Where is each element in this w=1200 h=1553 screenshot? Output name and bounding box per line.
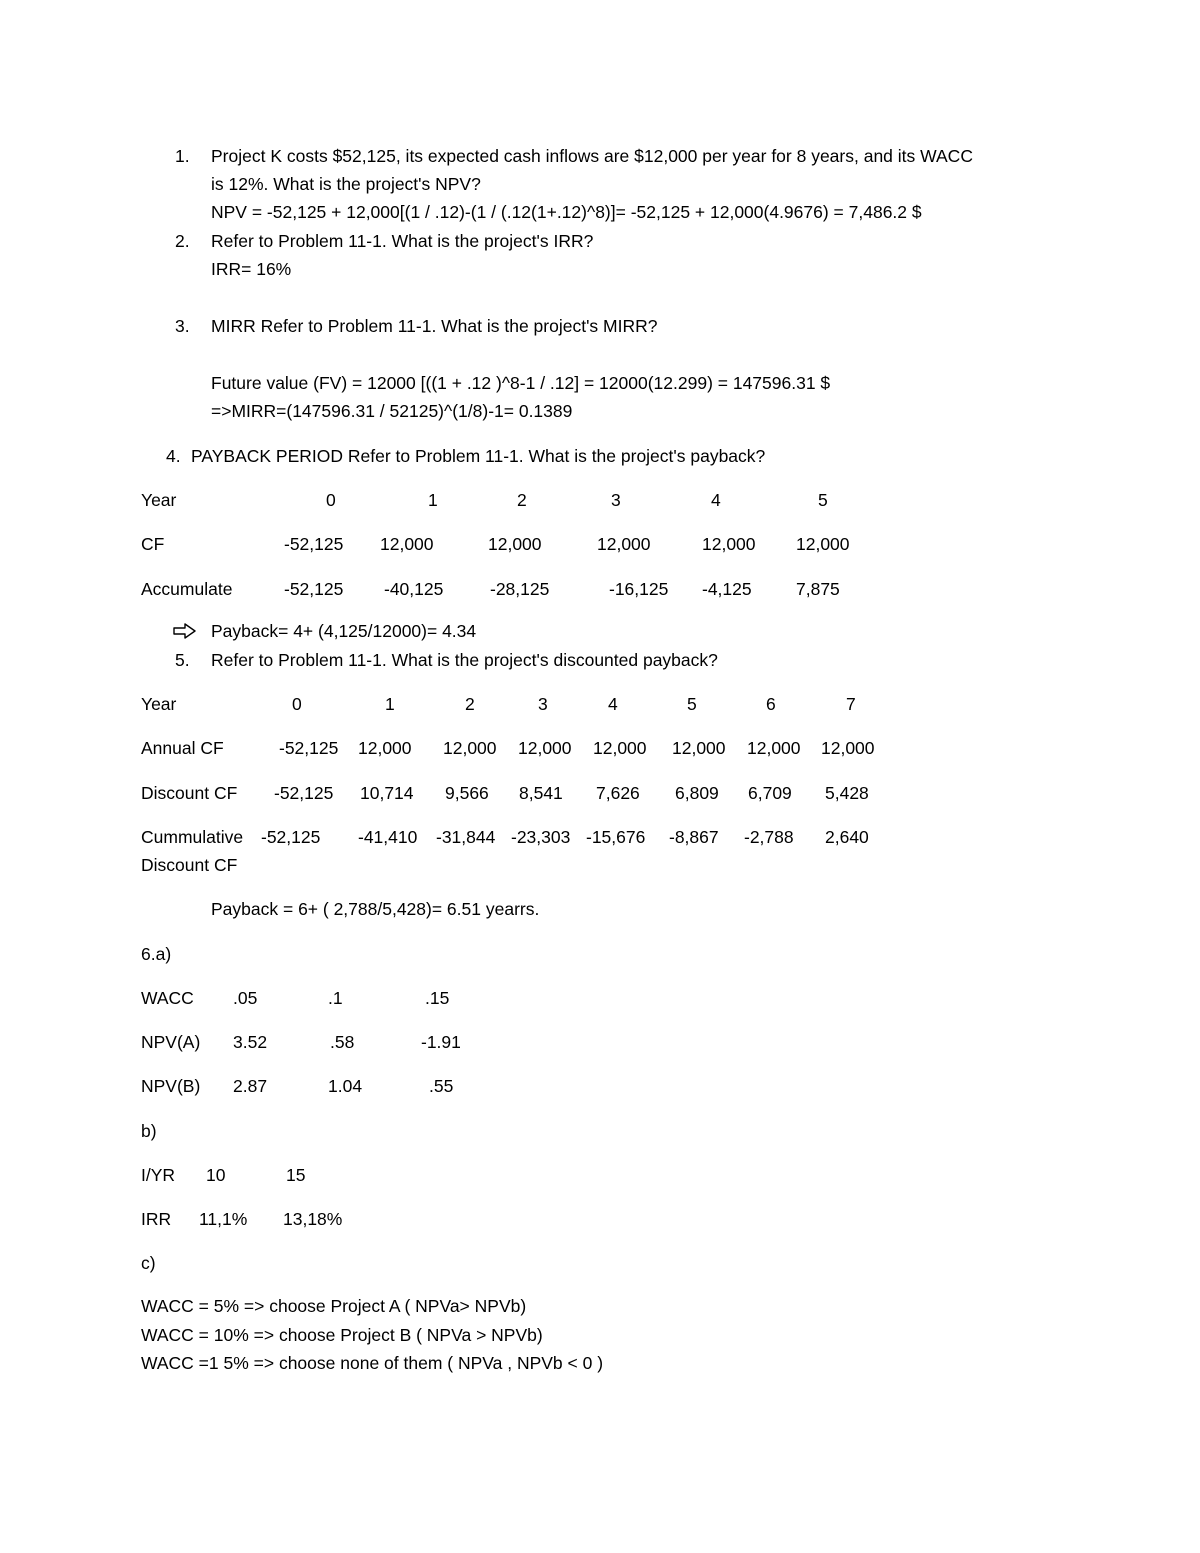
q5-annual-cf-cell: -52,125 xyxy=(279,738,339,758)
q6-iyr-cell: 15 xyxy=(286,1165,306,1185)
q6c-line: WACC =1 5% => choose none of them ( NPVa , NPVb < 0 ) xyxy=(141,1353,604,1373)
q5-annual-cf-cell: 12,000 xyxy=(593,738,647,758)
q6-iyr-cell: 10 xyxy=(206,1165,226,1185)
q5-cumulative-cell: -41,410 xyxy=(358,827,418,847)
q6-npvb-cell: 2.87 xyxy=(233,1076,268,1096)
q4-accumulate-cell: -4,125 xyxy=(702,579,752,599)
q3-number: 3. xyxy=(175,316,190,336)
q4-year-cell: 2 xyxy=(517,490,527,510)
q4-accumulate-cell: -40,125 xyxy=(384,579,444,599)
q6c-line: WACC = 5% => choose Project A ( NPVa> NPVb) xyxy=(141,1296,527,1316)
q5-discount-cf-cell: 7,626 xyxy=(596,783,640,803)
q5-year-cell: 4 xyxy=(608,694,618,714)
q5-discount-cf-label: Discount CF xyxy=(141,783,238,803)
q1-text-line2: is 12%. What is the project's NPV? xyxy=(211,174,481,194)
q4-year-cell: 4 xyxy=(711,490,721,510)
q2-answer: IRR= 16% xyxy=(211,259,292,279)
q4-cf-cell: 12,000 xyxy=(796,534,850,554)
q2-question: Refer to Problem 11-1. What is the project's IRR? xyxy=(211,231,594,251)
q5-year-cell: 1 xyxy=(385,694,395,714)
q4-cf-cell: 12,000 xyxy=(380,534,434,554)
q4-cf-cell: 12,000 xyxy=(597,534,651,554)
q5-year-cell: 2 xyxy=(465,694,475,714)
q4-year-cell: 5 xyxy=(818,490,828,510)
right-arrow-icon xyxy=(172,622,198,640)
q4-accumulate-cell: -28,125 xyxy=(490,579,550,599)
q5-cumulative-cell: -2,788 xyxy=(744,827,794,847)
q6-npvb-label: NPV(B) xyxy=(141,1076,201,1096)
q6-npvb-cell: .55 xyxy=(429,1076,454,1096)
q5-discount-cf-cell: -52,125 xyxy=(274,783,334,803)
q6a-label: 6.a) xyxy=(141,944,172,964)
q5-year-label: Year xyxy=(141,694,177,714)
q4-cf-cell: 12,000 xyxy=(488,534,542,554)
q4-cf-cell: -52,125 xyxy=(284,534,344,554)
q6-npva-cell: 3.52 xyxy=(233,1032,268,1052)
q5-year-cell: 3 xyxy=(538,694,548,714)
q3-question: MIRR Refer to Problem 11-1. What is the project's MIRR? xyxy=(211,316,658,336)
q4-year-label: Year xyxy=(141,490,177,510)
q6c-line: WACC = 10% => choose Project B ( NPVa > NPVb) xyxy=(141,1325,543,1345)
q5-cumulative-cell: 2,640 xyxy=(825,827,869,847)
q5-year-cell: 7 xyxy=(846,694,856,714)
q3-mirr-formula: =>MIRR=(147596.31 / 52125)^(1/8)-1= 0.1389 xyxy=(211,401,573,421)
q5-year-cell: 5 xyxy=(687,694,697,714)
q5-cumulative-label-line2: Discount CF xyxy=(141,855,238,875)
q3-fv-formula: Future value (FV) = 12000 [((1 + .12 )^8-1 / .12] = 12000(12.299) = 147596.31 $ xyxy=(211,373,831,393)
q6-npva-label: NPV(A) xyxy=(141,1032,201,1052)
q6c-label: c) xyxy=(141,1253,156,1273)
q6-wacc-cell: .05 xyxy=(233,988,258,1008)
q6-npva-cell: .58 xyxy=(330,1032,355,1052)
q4-number: 4. xyxy=(166,446,181,466)
q5-discount-cf-cell: 8,541 xyxy=(519,783,563,803)
q5-payback: Payback = 6+ ( 2,788/5,428)= 6.51 yearrs. xyxy=(211,899,540,919)
q4-payback: Payback= 4+ (4,125/12000)= 4.34 xyxy=(211,621,477,641)
q5-discount-cf-cell: 6,809 xyxy=(675,783,719,803)
q5-number: 5. xyxy=(175,650,190,670)
q5-cumulative-cell: -8,867 xyxy=(669,827,719,847)
q6-iyr-label: I/YR xyxy=(141,1165,176,1185)
q2-number: 2. xyxy=(175,231,190,251)
q4-cf-label: CF xyxy=(141,534,165,554)
q5-year-cell: 0 xyxy=(292,694,302,714)
q4-year-cell: 3 xyxy=(611,490,621,510)
q5-cumulative-label-line1: Cummulative xyxy=(141,827,244,847)
q1-text-line1: Project K costs $52,125, its expected cash inflows are $12,000 per year for 8 years, and its WACC xyxy=(211,146,973,166)
q6-npvb-cell: 1.04 xyxy=(328,1076,363,1096)
q4-question: PAYBACK PERIOD Refer to Problem 11-1. What is the project's payback? xyxy=(191,446,766,466)
q5-discount-cf-cell: 5,428 xyxy=(825,783,869,803)
q5-annual-cf-cell: 12,000 xyxy=(518,738,572,758)
q5-question: Refer to Problem 11-1. What is the project's discounted payback? xyxy=(211,650,718,670)
q4-accumulate-cell: -16,125 xyxy=(609,579,669,599)
q6-wacc-cell: .15 xyxy=(425,988,450,1008)
q6-wacc-cell: .1 xyxy=(328,988,343,1008)
q5-annual-cf-cell: 12,000 xyxy=(443,738,497,758)
q6-npva-cell: -1.91 xyxy=(421,1032,461,1052)
q6-wacc-label: WACC xyxy=(141,988,194,1008)
q5-annual-cf-cell: 12,000 xyxy=(672,738,726,758)
q5-cumulative-cell: -52,125 xyxy=(261,827,321,847)
q6-irr-label: IRR xyxy=(141,1209,172,1229)
q4-year-cell: 1 xyxy=(428,490,438,510)
q1-number: 1. xyxy=(175,146,190,166)
q5-year-cell: 6 xyxy=(766,694,776,714)
q6-irr-cell: 13,18% xyxy=(283,1209,343,1229)
q5-annual-cf-cell: 12,000 xyxy=(747,738,801,758)
q4-year-cell: 0 xyxy=(326,490,336,510)
q4-accumulate-label: Accumulate xyxy=(141,579,233,599)
q5-discount-cf-cell: 10,714 xyxy=(360,783,414,803)
q4-cf-cell: 12,000 xyxy=(702,534,756,554)
q6-irr-cell: 11,1% xyxy=(199,1209,248,1229)
q5-discount-cf-cell: 6,709 xyxy=(748,783,792,803)
q5-cumulative-cell: -23,303 xyxy=(511,827,571,847)
q5-discount-cf-cell: 9,566 xyxy=(445,783,489,803)
q4-accumulate-cell: 7,875 xyxy=(796,579,840,599)
q5-annual-cf-cell: 12,000 xyxy=(821,738,875,758)
q5-annual-cf-cell: 12,000 xyxy=(358,738,412,758)
q5-cumulative-cell: -15,676 xyxy=(586,827,646,847)
q5-cumulative-cell: -31,844 xyxy=(436,827,496,847)
q5-annual-cf-label: Annual CF xyxy=(141,738,224,758)
q6b-label: b) xyxy=(141,1121,157,1141)
q4-accumulate-cell: -52,125 xyxy=(284,579,344,599)
q1-npv-formula: NPV = -52,125 + 12,000[(1 / .12)-(1 / (.12(1+.12)^8)]= -52,125 + 12,000(4.9676) = 7,486.2 $ xyxy=(211,202,922,222)
